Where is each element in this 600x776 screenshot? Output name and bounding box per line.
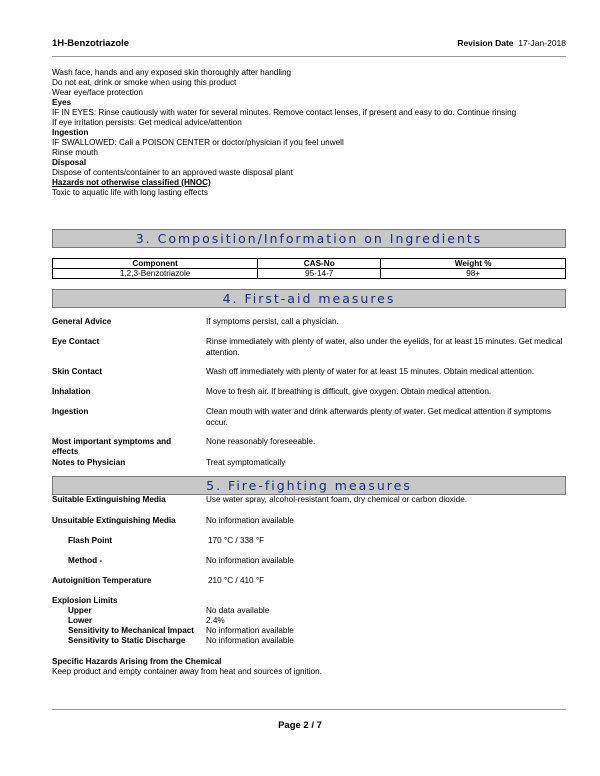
static-discharge-label: Sensitivity to Static Discharge — [68, 636, 186, 645]
upper-limit-value: No data available — [206, 606, 270, 615]
upper-limit-label: Upper — [68, 606, 92, 615]
unsuitable-media-label: Unsuitable Extinguishing Media — [52, 516, 176, 525]
column-header-cas: CAS-No — [258, 259, 381, 269]
revision-date-value: 17-Jan-2018 — [518, 38, 566, 48]
symptoms-label: Most important symptoms and effects — [52, 437, 172, 456]
table-row — [53, 269, 566, 279]
notes-to-physician-label: Notes to Physician — [52, 458, 126, 467]
hnoc-line: Toxic to aquatic life with long lasting effects — [52, 188, 208, 197]
column-header-component: Component — [53, 259, 258, 269]
eye-contact-label: Eye Contact — [52, 337, 100, 346]
eyes-line: If eye irritation persists: Get medical advice/attention — [52, 118, 242, 127]
disposal-line: Dispose of contents/container to an approved waste disposal plant — [52, 168, 293, 177]
section-5-heading: 5. Fire-fighting measures — [52, 476, 566, 495]
inhalation-value: Move to fresh air. If breathing is difficult, give oxygen. Obtain medical attention. — [206, 387, 492, 396]
mechanical-impact-value: No information available — [206, 626, 294, 635]
explosion-limits-label: Explosion Limits — [52, 596, 118, 605]
disposal-heading: Disposal — [52, 158, 87, 167]
suitable-media-value: Use water spray, alcohol-resistant foam, dry chemical or carbon dioxide. — [206, 495, 468, 504]
page-number: Page 2 / 7 — [278, 720, 322, 731]
general-advice-label: General Advice — [52, 317, 112, 326]
method-value: No information available — [206, 556, 294, 565]
footer-divider — [52, 709, 566, 710]
specific-hazards-value: Keep product and empty container away from heat and sources of ignition. — [52, 667, 322, 676]
ingestion-line: IF SWALLOWED: Call a POISON CENTER or doctor/physician if you feel unwell — [52, 138, 344, 147]
component-cell: 1,2,3-Benzotriazole — [53, 269, 258, 279]
general-advice-value: If symptoms persist, call a physician. — [206, 317, 339, 326]
header-divider — [52, 56, 566, 57]
flash-point-label: Flash Point — [68, 536, 113, 545]
cas-cell: 95-14-7 — [258, 269, 381, 279]
flash-point-value: 170 °C / 338 °F — [208, 536, 265, 545]
ingestion-value: Clean mouth with water and drink afterwards plenty of water. Get medical attention if symptoms occur. — [206, 407, 551, 427]
inhalation-label: Inhalation — [52, 387, 91, 396]
ingestion-label: Ingestion — [52, 407, 89, 416]
section-3-heading: 3. Composition/Information on Ingredients — [52, 229, 566, 248]
section-4-heading: 4. First-aid measures — [52, 289, 566, 308]
table-header-row — [53, 259, 566, 269]
weight-cell: 98+ — [381, 269, 566, 279]
lower-limit-value: 2.4% — [206, 616, 225, 625]
column-header-weight: Weight % — [381, 259, 566, 269]
mechanical-impact-label: Sensitivity to Mechanical Impact — [68, 626, 195, 635]
autoignition-label: Autoignition Temperature — [52, 576, 152, 585]
static-discharge-value: No information available — [206, 636, 294, 645]
precaution-line: Wash face, hands and any exposed skin thoroughly after handling — [52, 68, 292, 77]
skin-contact-value: Wash off immediately with plenty of water for at least 15 minutes. Obtain medical attention. — [206, 367, 535, 376]
hnoc-heading: Hazards not otherwise classified (HNOC) — [52, 178, 211, 187]
revision-label: Revision Date — [457, 38, 514, 48]
revision-date — [457, 38, 566, 48]
composition-table — [52, 258, 566, 279]
suitable-media-label: Suitable Extinguishing Media — [52, 495, 166, 504]
ingestion-line: Rinse mouth — [52, 148, 98, 157]
notes-to-physician-value: Treat symptomatically — [206, 458, 286, 467]
eye-contact-value: Rinse immediately with plenty of water, also under the eyelids, for at least 15 minutes. Get medical attention. — [206, 337, 563, 357]
lower-limit-label: Lower — [68, 616, 93, 625]
skin-contact-label: Skin Contact — [52, 367, 103, 376]
eyes-line: IF IN EYES: Rinse cautiously with water for several minutes. Remove contact lenses, if present and easy to do. Continue rinsing — [52, 108, 517, 117]
eyes-heading: Eyes — [52, 98, 72, 107]
method-label: Method - — [68, 556, 103, 565]
specific-hazards-label: Specific Hazards Arising from the Chemical — [52, 657, 222, 666]
unsuitable-media-value: No information available — [206, 516, 294, 525]
document-title: 1H-Benzotriazole — [52, 38, 130, 49]
ingestion-heading: Ingestion — [52, 128, 89, 137]
precaution-line: Do not eat, drink or smoke when using this product — [52, 78, 237, 87]
autoignition-value: 210 °C / 410 °F — [208, 576, 265, 585]
symptoms-value: None reasonably foreseeable. — [206, 437, 316, 446]
precaution-line: Wear eye/face protection — [52, 88, 143, 97]
